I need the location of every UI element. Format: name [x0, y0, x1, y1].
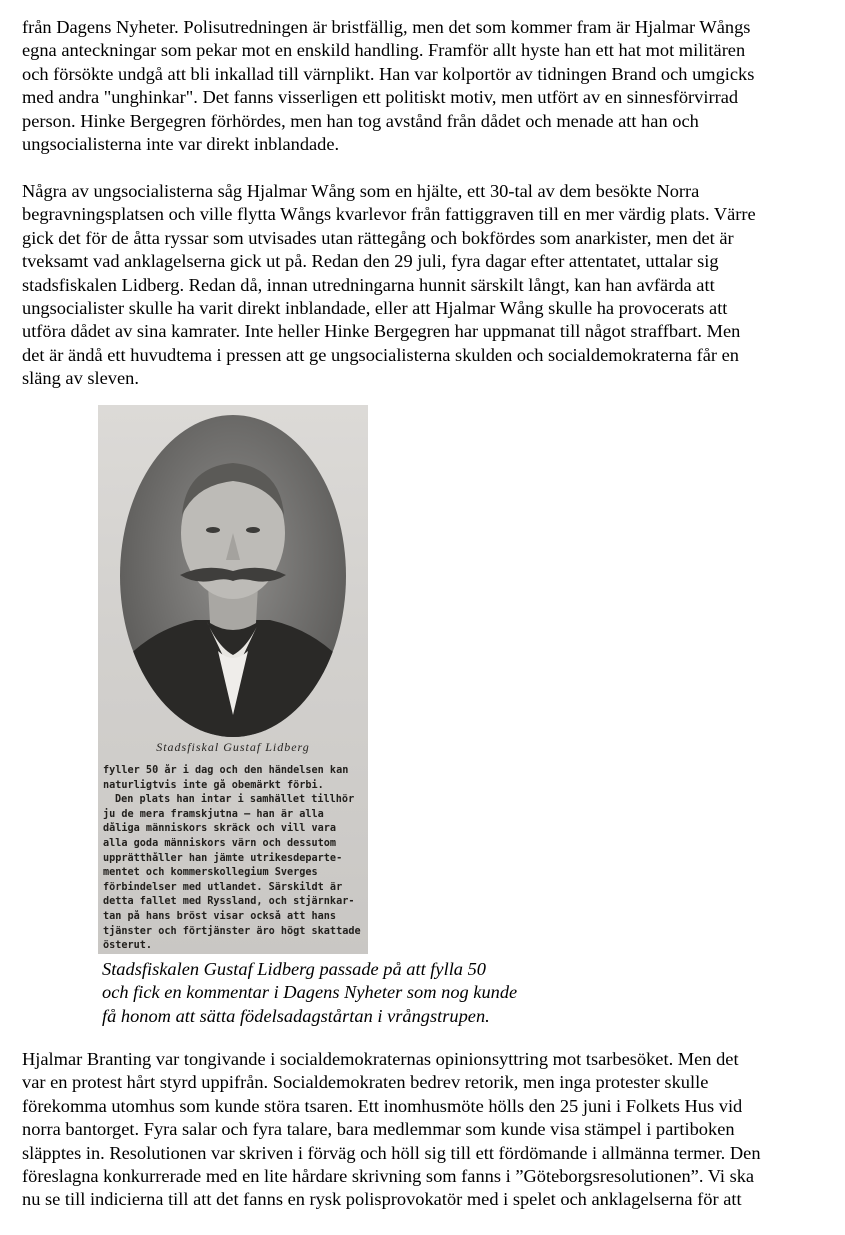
text-line: och försökte undgå att bli inkallad till värnplikt. Han var kolportör av tidningen Brand och umgicks — [22, 63, 755, 84]
text-line: föreslagna konkurrerade med en lite hårdare skrivning som fanns i ”Göteborgsresolutionen”. Vi ska — [22, 1166, 755, 1187]
text-line: utföra dådet av sina kamrater. Inte heller Hinke Bergegren har uppmanat till något straffbart. Men — [22, 321, 741, 342]
text-line: begravningsplatsen och ville flytta Wångs kvarlevor från fattiggraven till en mer värdig plats. Värre — [22, 204, 756, 225]
clipping-line: alla goda människors värn och dessutom — [103, 837, 337, 849]
text-line: det är ändå ett huvudtema i pressen att ge ungsocialisterna skulden och socialdemokraterna får en — [22, 344, 739, 365]
clipping-line: naturligtvis inte gå obemärkt förbi. — [103, 779, 324, 791]
clipping-line: tjänster och förtjänster äro högt skattade — [103, 925, 361, 937]
newspaper-clipping-image — [98, 405, 368, 954]
text-line: gick det för de åtta ryssar som utvisades utan rättegång och bokfördes som anarkister, men det är — [22, 227, 734, 248]
text-line: egna anteckningar som pekar mot en enskild handling. Framför allt hyste han ett hat mot militären — [22, 40, 746, 61]
caption-line: och fick en kommentar i Dagens Nyheter som nog kunde — [102, 982, 518, 1003]
paragraph-3 — [22, 1048, 827, 1212]
text-line: var en protest hårt styrd uppifrån. Socialdemokraten bedrev retorik, men inga protester skulle — [22, 1072, 709, 1093]
text-line: stadsfiskalen Lidberg. Redan då, innan utredningarna hunnit särskilt långt, kan han avfärda att — [22, 274, 715, 295]
text-line: tveksamt vad anklagelserna gick ut på. Redan den 29 juli, fyra dagar efter attentatet, uttalar sig — [22, 251, 719, 272]
clipping-line: detta fallet med Ryssland, och stjärnkar- — [103, 896, 355, 908]
text-line: släpptes in. Resolutionen var skriven i förväg och höll sig till ett fördömande i allmänna termer. Den — [22, 1142, 761, 1163]
text-line: med andra "unghinkar". Det fanns visserligen ett politiskt motiv, men utfört av en sinnesförvirrad — [22, 87, 739, 108]
text-line: ungsocialister skulle ha varit direkt inblandade, eller att Hjalmar Wång skulle ha provocerats att — [22, 298, 728, 319]
caption-line: få honom att sätta födelsadagstårtan i vrångstrupen. — [102, 1005, 490, 1026]
portrait-photo — [120, 415, 346, 737]
clipping-line: dåliga människors skräck och vill vara — [103, 823, 337, 835]
clipping-line: förbindelser med utlandet. Särskildt är — [103, 881, 343, 893]
text-line: norra bantorget. Fyra salar och fyra talare, bara medlemmar som kunde visa stämpel i partiboken — [22, 1119, 735, 1140]
clipping-line: upprätthåller han jämte utrikesdeparte- — [103, 852, 343, 864]
text-line: från Dagens Nyheter. Polisutredningen är bristfällig, men det som kommer fram är Hjalmar Wångs — [22, 17, 751, 37]
clipping-body-text — [103, 764, 365, 954]
text-line: ungsocialisterna inte var direkt inblandade. — [22, 134, 340, 155]
clipping-line: fyller 50 år i dag och den händelsen kan — [103, 765, 349, 776]
text-line: förekomma utomhus som kunde störa tsaren. Ett inomhusmöte hölls den 25 juni i Folkets Hus vid — [22, 1095, 743, 1116]
text-line: Hjalmar Branting var tongivande i socialdemokraternas opinionsyttring mot tsarbesöket. Men det — [22, 1049, 739, 1069]
text-line: nu se till indicierna till att det fanns en rysk polisprovokatör med i spelet och anklagelserna för att — [22, 1189, 742, 1210]
paragraph-2 — [22, 180, 827, 391]
clipping-line: Den plats han intar i samhället tillhör — [115, 794, 355, 806]
clipping-line: österut. — [103, 940, 153, 952]
clipping-line: mentet och kommerskollegium Sverges — [103, 867, 318, 879]
figure-caption — [102, 958, 572, 1028]
text-line: person. Hinke Bergegren förhördes, men han tog avstånd från dådet och menade att han och — [22, 110, 699, 131]
portrait-illustration — [120, 415, 346, 737]
clipping-line: ju de mera framskjutna — han är alla — [103, 808, 324, 820]
text-line: Några av ungsocialisterna såg Hjalmar Wång som en hjälte, ett 30-tal av dem besökte Norra — [22, 181, 700, 201]
clipping-caption: Stadsfiskal Gustaf Lidberg — [156, 740, 310, 754]
text-line: släng av sleven. — [22, 368, 139, 389]
paragraph-1 — [22, 16, 827, 156]
clipping-line: tan på hans bröst visar också att hans — [103, 910, 337, 922]
caption-line: Stadsfiskalen Gustaf Lidberg passade på att fylla 50 — [102, 959, 486, 979]
